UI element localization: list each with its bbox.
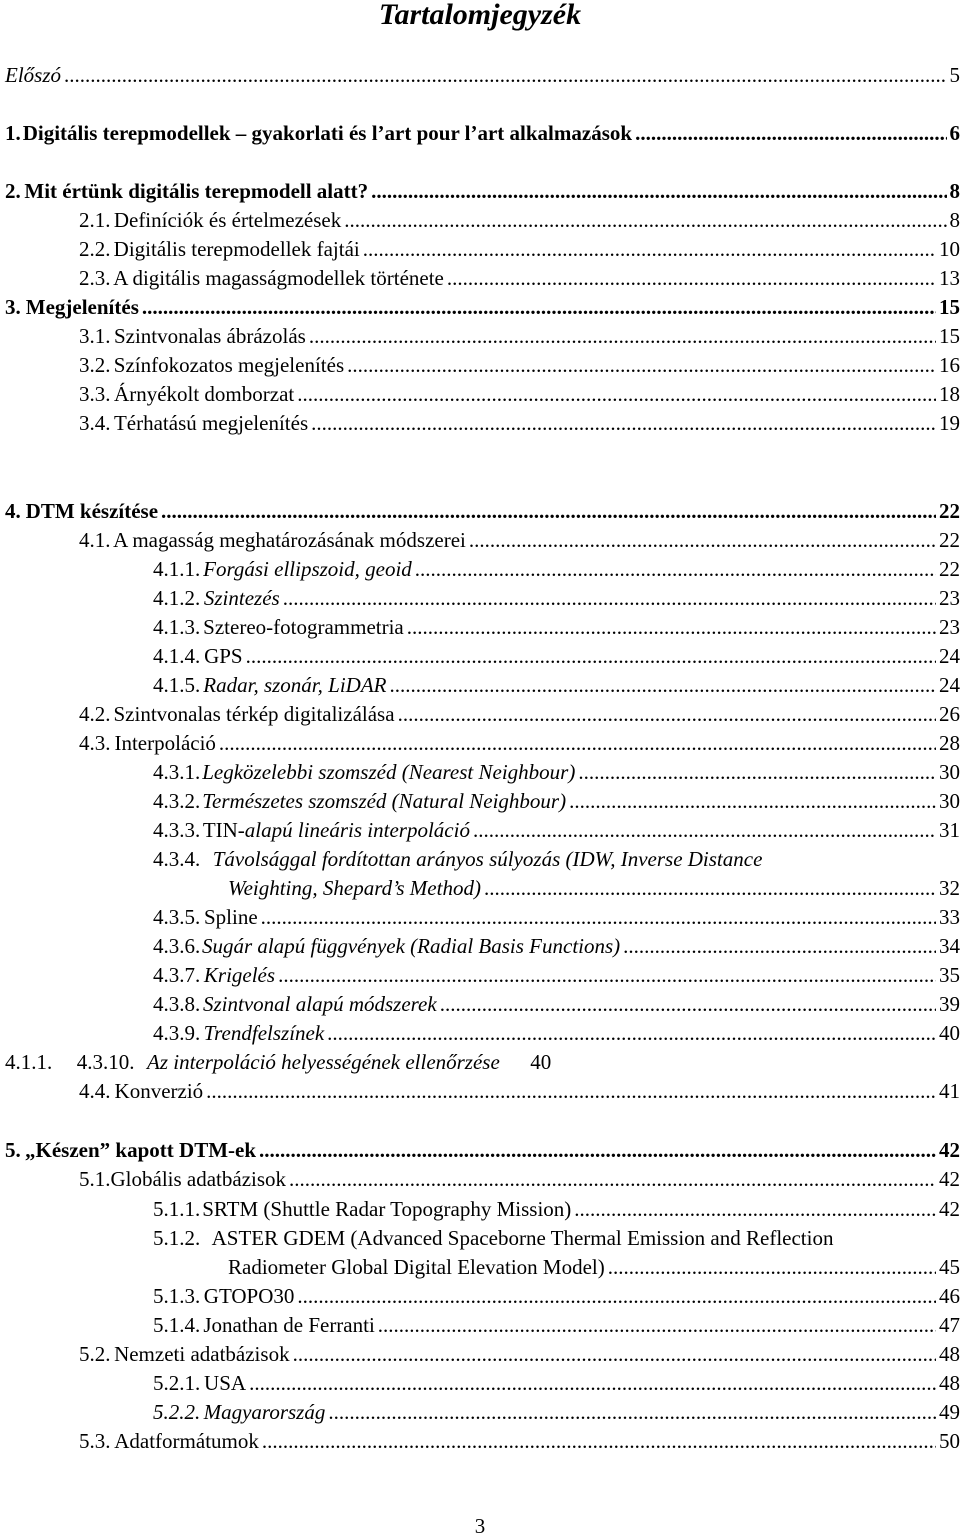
toc-entry-chapter-2[interactable] <box>5 177 960 206</box>
toc-entry-text: Színfokozatos megjelenítés <box>113 353 345 377</box>
toc-entry-4-3-9[interactable] <box>153 1019 960 1048</box>
toc-leader-dots <box>293 1340 936 1369</box>
toc-entry-text: Sztereo-fotogrammetria <box>203 615 404 639</box>
toc-entry-number: 4.4. <box>79 1079 111 1103</box>
toc-leader-dots <box>311 409 936 438</box>
toc-entry-foreword[interactable] <box>5 61 960 90</box>
toc-leader-dots <box>297 1282 936 1311</box>
toc-entry-4-3-5[interactable] <box>153 903 960 932</box>
toc-leader-dots <box>283 584 936 613</box>
toc-entry-number: 5.2.1. <box>153 1371 201 1395</box>
toc-leader-dots <box>469 526 936 555</box>
toc-entry-4-1-2[interactable] <box>153 584 960 613</box>
toc-leader-dots <box>206 1077 936 1106</box>
page-number: 3 <box>474 1514 486 1538</box>
toc-leader-dots <box>635 119 946 148</box>
toc-leader-dots <box>289 1165 936 1194</box>
toc-entry-number: 5. <box>5 1138 21 1162</box>
toc-entry-number: 5.1.2. <box>153 1226 201 1250</box>
toc-entry-page: 46 <box>939 1284 960 1308</box>
toc-entry-number: 5.2. <box>79 1342 111 1366</box>
toc-entry-text: Természetes szomszéd (Natural Neighbour) <box>202 789 567 813</box>
toc-entry-4-3-1[interactable] <box>153 758 960 787</box>
toc-entry-number: 5.2.2. <box>153 1400 201 1424</box>
toc-entry-number: 4.1.3. <box>153 615 201 639</box>
toc-entry-4-3-2[interactable] <box>153 787 960 816</box>
toc-entry-number: 4.3.8. <box>153 992 201 1016</box>
toc-leader-dots <box>569 787 936 816</box>
toc-leader-dots <box>484 874 936 903</box>
toc-entry-text: Sugár alapú függvények (Radial Basis Functions) <box>201 934 621 958</box>
toc-entry-page: 5 <box>949 63 960 87</box>
toc-entry-text: Megjelenítés <box>25 295 139 319</box>
toc-leader-dots <box>389 671 936 700</box>
toc-entry-5-1-4[interactable] <box>153 1311 960 1340</box>
toc-entry-text: Nemzeti adatbázisok <box>114 1342 290 1366</box>
toc-leader-dots <box>161 497 936 526</box>
toc-entry-page: 24 <box>939 673 960 697</box>
toc-entry-text: Definíciók és értelmezések <box>113 208 342 232</box>
toc-entry-text-continued: Radiometer Global Digital Elevation Model) <box>228 1255 605 1279</box>
toc-entry-page: 22 <box>939 557 960 581</box>
toc-leader-dots <box>261 903 936 932</box>
toc-entry-number: 4.3.5. <box>153 905 201 929</box>
toc-entry-number: 5.1.3. <box>153 1284 201 1308</box>
toc-entry-number: 4.3.1. <box>153 760 201 784</box>
toc-entry-page: 33 <box>939 905 960 929</box>
toc-entry-number: 3.3. <box>79 382 111 406</box>
toc-leader-dots <box>398 700 936 729</box>
toc-entry-text: Árnyékolt domborzat <box>114 382 295 406</box>
toc-entry-text: USA <box>204 1371 247 1395</box>
toc-entry-page: 8 <box>949 179 960 203</box>
toc-entry-4-3-6[interactable] <box>153 932 960 961</box>
toc-entry-page: 48 <box>939 1342 960 1366</box>
toc-entry-number: 3.1. <box>79 324 111 348</box>
toc-leader-dots <box>246 642 936 671</box>
toc-entry-number: 4.1.5. <box>153 673 201 697</box>
toc-entry-page: 39 <box>939 992 960 1016</box>
toc-entry-4-3[interactable] <box>79 729 960 758</box>
toc-entry-5-1-3[interactable] <box>153 1282 960 1311</box>
toc-entry-4-3-8[interactable] <box>153 990 960 1019</box>
toc-leader-dots <box>347 351 936 380</box>
toc-entry-page: 35 <box>939 963 960 987</box>
toc-entry-text: Szintvonalas ábrázolás <box>113 324 306 348</box>
toc-entry-text: Globális adatbázisok <box>110 1167 287 1191</box>
toc-leader-dots <box>328 1398 936 1427</box>
toc-leader-dots <box>259 1136 936 1165</box>
toc-leader-dots <box>371 177 946 206</box>
toc-entry-4-1-5[interactable] <box>153 671 960 700</box>
toc-entry-page: 19 <box>939 411 960 435</box>
toc-entry-5-1-2-line2[interactable] <box>228 1253 960 1282</box>
toc-entry-page: 24 <box>939 644 960 668</box>
toc-leader-dots <box>249 1369 936 1398</box>
toc-entry-page: 15 <box>939 324 960 348</box>
toc-entry-number: 4. <box>5 499 21 523</box>
toc-entry-2-2[interactable] <box>79 235 960 264</box>
toc-leader-dots <box>297 380 936 409</box>
toc-entry-number: 2.2. <box>79 237 111 261</box>
toc-entry-page: 10 <box>939 237 960 261</box>
toc-entry-page: 42 <box>939 1138 960 1162</box>
toc-entry-text: Szintvonalas térkép digitalizálása <box>113 702 395 726</box>
toc-entry-5-2[interactable] <box>79 1340 960 1369</box>
toc-entry-text: Mit értünk digitális terepmodell alatt? <box>24 179 369 203</box>
toc-entry-text: Forgási ellipszoid, geoid <box>203 557 412 581</box>
toc-entry-4-1-4[interactable] <box>153 642 960 671</box>
toc-leader-dots <box>623 932 936 961</box>
toc-entry-5-2-2[interactable] <box>153 1398 960 1427</box>
toc-entry-text: Magyarország <box>203 1400 326 1424</box>
toc-entry-number: 5.3. <box>79 1429 111 1453</box>
toc-entry-number: 4.3.3. <box>153 818 201 842</box>
toc-entry-text: DTM készítése <box>25 499 159 523</box>
toc-entry-text: Távolsággal fordítottan arányos súlyozás (IDW, Inverse Distance <box>212 847 763 871</box>
toc-leader-dots <box>378 1311 936 1340</box>
toc-entry-text: Legközelebbi szomszéd (Nearest Neighbour) <box>202 760 576 784</box>
toc-leader-dots <box>278 961 936 990</box>
toc-entry-page: 31 <box>939 818 960 842</box>
page-title: Tartalomjegyzék <box>378 0 582 31</box>
toc-entry-text: Az interpoláció helyességének ellenőrzése <box>147 1050 500 1074</box>
toc-entry-page: 30 <box>939 789 960 813</box>
toc-entry-3-2[interactable] <box>79 351 960 380</box>
toc-entry-number: 4.3.10. <box>76 1050 135 1074</box>
toc-entry-page: 40 <box>530 1050 552 1074</box>
toc-leader-dots <box>363 235 936 264</box>
toc-entry-number: 3. <box>5 295 21 319</box>
toc-entry-text: „Készen” kapott DTM-ek <box>25 1138 257 1162</box>
toc-entry-page: 45 <box>939 1255 960 1279</box>
toc-entry-text: A magasság meghatározásának módszerei <box>113 528 466 552</box>
toc-entry-number: 3.2. <box>79 353 111 377</box>
toc-entry-number: 1. <box>5 121 21 145</box>
toc-entry-4-3-3[interactable] <box>153 816 960 845</box>
toc-entry-page: 32 <box>939 876 960 900</box>
toc-entry-page: 30 <box>939 760 960 784</box>
toc-entry-text: Spline <box>203 905 258 929</box>
toc-entry-page: 16 <box>939 353 960 377</box>
toc-entry-chapter-4[interactable] <box>5 497 960 526</box>
toc-entry-number: 4.1.2. <box>153 586 201 610</box>
toc-entry-page: 6 <box>949 121 960 145</box>
toc-leader-dots <box>578 758 936 787</box>
toc-leader-dots <box>344 206 946 235</box>
toc-entry-5-1-2-line1[interactable] <box>153 1224 833 1253</box>
toc-entry-text: Radar, szonár, LiDAR <box>203 673 387 697</box>
toc-entry-text: Szintvonal alapú módszerek <box>203 992 437 1016</box>
toc-entry-chapter-5[interactable] <box>5 1136 960 1165</box>
toc-entry-page: 34 <box>939 934 960 958</box>
toc-entry-text-continued: Weighting, Shepard’s Method) <box>228 876 481 900</box>
toc-entry-number: 4.3.2. <box>153 789 201 813</box>
toc-entry-page: 48 <box>939 1371 960 1395</box>
toc-entry-page: 42 <box>939 1167 960 1191</box>
toc-entry-text: Interpoláció <box>114 731 216 755</box>
toc-entry-number: 5.1. <box>79 1167 111 1191</box>
toc-leader-dots <box>309 322 936 351</box>
toc-entry-chapter-1[interactable] <box>5 119 960 148</box>
toc-entry-4-1-1[interactable] <box>153 555 960 584</box>
toc-entry-page: 13 <box>939 266 960 290</box>
toc-leader-dots <box>608 1253 936 1282</box>
toc-entry-page: 40 <box>939 1021 960 1045</box>
toc-entry-text: ASTER GDEM (Advanced Spaceborne Thermal Emission and Reflection <box>211 1226 834 1250</box>
toc-entry-number: 4.3.9. <box>153 1021 201 1045</box>
toc-entry-5-2-1[interactable] <box>153 1369 960 1398</box>
toc-entry-text: Digitális terepmodellek – gyakorlati és l’art pour l’art alkalmazások <box>22 121 633 145</box>
toc-entry-number: 5.1.1. <box>153 1197 201 1221</box>
toc-leader-dots <box>219 729 936 758</box>
toc-entry-page: 22 <box>939 528 960 552</box>
toc-leader-dots <box>440 990 936 1019</box>
toc-entry-4-2[interactable] <box>79 700 960 729</box>
toc-entry-number: 4.2. <box>79 702 111 726</box>
toc-entry-number: 2.1. <box>79 208 111 232</box>
toc-entry-text: Adatformátumok <box>114 1429 259 1453</box>
toc-entry-number: 4.1.4. <box>153 644 201 668</box>
toc-entry-number: 4.3.4. <box>153 847 201 871</box>
toc-entry-page: 41 <box>939 1079 960 1103</box>
toc-entry-text: Előszó <box>5 63 62 87</box>
toc-entry-4-3-10[interactable] <box>5 1048 551 1077</box>
toc-entry-page: 28 <box>939 731 960 755</box>
toc-leader-dots <box>407 613 936 642</box>
toc-entry-text: Trendfelszínek <box>203 1021 325 1045</box>
toc-leader-dots <box>327 1019 936 1048</box>
toc-entry-2-3[interactable] <box>79 264 960 293</box>
toc-entry-page: 47 <box>939 1313 960 1337</box>
toc-entry-text: Konverzió <box>114 1079 204 1103</box>
toc-entry-number-prefix: 4.1.1. <box>5 1050 53 1074</box>
toc-entry-number: 2.3. <box>79 266 111 290</box>
toc-entry-page: 23 <box>939 615 960 639</box>
toc-leader-dots <box>142 293 936 322</box>
toc-entry-page: 8 <box>949 208 960 232</box>
toc-entry-5-1[interactable] <box>79 1165 960 1194</box>
toc-entry-text: A digitális magasságmodellek története <box>113 266 444 290</box>
toc-leader-dots <box>447 264 936 293</box>
toc-entry-chapter-3[interactable] <box>5 293 960 322</box>
toc-entry-page: 23 <box>939 586 960 610</box>
toc-entry-page: 18 <box>939 382 960 406</box>
toc-entry-page: 26 <box>939 702 960 726</box>
toc-entry-3-3[interactable] <box>79 380 960 409</box>
toc-leader-dots <box>262 1427 936 1456</box>
toc-entry-5-3[interactable] <box>79 1427 960 1456</box>
toc-entry-number: 4.1.1. <box>153 557 201 581</box>
toc-entry-4-3-4-line2[interactable] <box>228 874 960 903</box>
toc-entry-text-prefix: TIN- <box>202 818 245 842</box>
toc-entry-text: Krigelés <box>203 963 276 987</box>
toc-entry-number: 4.1. <box>79 528 111 552</box>
toc-entry-text: Digitális terepmodellek fajtái <box>113 237 360 261</box>
toc-leader-dots <box>473 816 936 845</box>
toc-entry-number: 3.4. <box>79 411 111 435</box>
toc-entry-page: 50 <box>939 1429 960 1453</box>
toc-entry-2-1[interactable] <box>79 206 960 235</box>
toc-entry-4-3-4-line1[interactable] <box>153 845 762 874</box>
toc-entry-number: 2. <box>5 179 21 203</box>
toc-entry-page: 15 <box>939 295 960 319</box>
toc-leader-dots <box>415 555 936 584</box>
toc-entry-number: 5.1.4. <box>153 1313 201 1337</box>
toc-entry-text: GTOPO30 <box>203 1284 295 1308</box>
toc-entry-number: 4.3. <box>79 731 111 755</box>
toc-entry-page: 42 <box>939 1197 960 1221</box>
toc-entry-4-4[interactable] <box>79 1077 960 1106</box>
toc-entry-page: 49 <box>939 1400 960 1424</box>
toc-entry-3-1[interactable] <box>79 322 960 351</box>
toc-entry-number: 4.3.6. <box>153 934 201 958</box>
toc-entry-page: 22 <box>939 499 960 523</box>
toc-entry-3-4[interactable] <box>79 409 960 438</box>
toc-entry-text: GPS <box>204 644 243 668</box>
toc-leader-dots <box>574 1195 936 1224</box>
toc-entry-text: alapú lineáris interpoláció <box>244 818 470 842</box>
toc-entry-4-3-7[interactable] <box>153 961 960 990</box>
toc-entry-text: SRTM (Shuttle Radar Topography Mission) <box>202 1197 572 1221</box>
toc-entry-number: 4.3.7. <box>153 963 201 987</box>
toc-leader-dots <box>64 61 946 90</box>
toc-entry-text: Térhatású megjelenítés <box>113 411 309 435</box>
toc-entry-text: Szintezés <box>203 586 280 610</box>
toc-entry-5-1-1[interactable] <box>153 1195 960 1224</box>
toc-entry-4-1-3[interactable] <box>153 613 960 642</box>
toc-entry-text: Jonathan de Ferranti <box>203 1313 375 1337</box>
toc-entry-4-1[interactable] <box>79 526 960 555</box>
